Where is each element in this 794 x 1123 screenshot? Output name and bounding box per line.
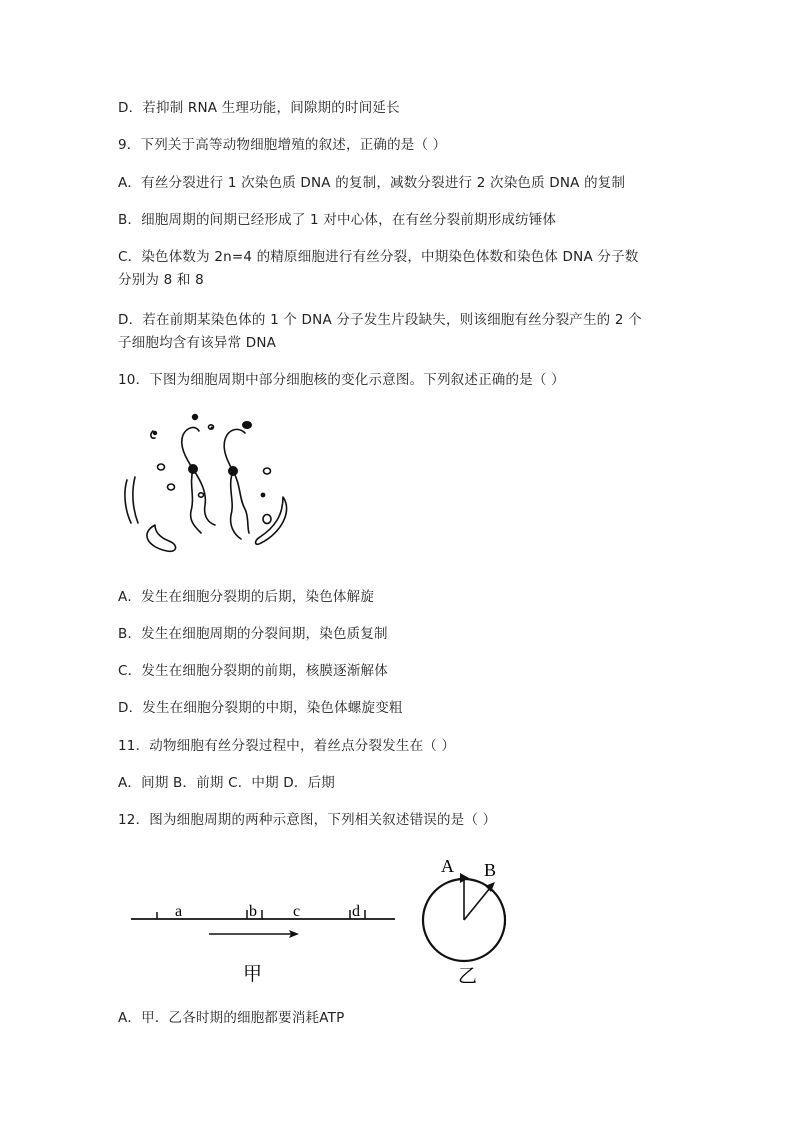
q10-option-a: A．发生在细胞分裂期的后期，染色体解旋 xyxy=(118,589,375,605)
centromere-right xyxy=(228,466,238,476)
granule xyxy=(211,427,214,430)
nuclear-envelope-fragment-left xyxy=(125,480,131,523)
segment-label-d: d xyxy=(352,903,360,920)
caption-yi: 乙 xyxy=(458,966,478,987)
vesicle xyxy=(263,515,271,524)
q10-option-b: B．发生在细胞周期的分裂间期，染色质复制 xyxy=(118,626,388,642)
q9-option-c-line1: C．染色体数为 2n=4 的精原细胞进行有丝分裂，中期染色体数和染色体 DNA 分子数 xyxy=(118,249,639,265)
chromosome-right-chromatid-b xyxy=(231,471,241,539)
segment-label-c: c xyxy=(293,903,301,920)
cell-cycle-diagrams xyxy=(125,850,525,990)
q10-option-c: C．发生在细胞分裂期的前期，核膜逐渐解体 xyxy=(118,663,388,679)
q9-stem: 9．下列关于高等动物细胞增殖的叙述，正确的是（ ） xyxy=(118,137,447,153)
radius-b xyxy=(464,888,490,920)
granule xyxy=(261,493,266,498)
q11-options: A．间期 B．前期 C．中期 D．后期 xyxy=(118,775,335,791)
point-label-a: A xyxy=(441,856,454,876)
vesicle xyxy=(168,484,175,490)
nuclear-envelope-fragment-right xyxy=(133,477,138,523)
chromosome-left-chromatid-a xyxy=(182,428,199,469)
q11-stem: 11．动物细胞有丝分裂过程中，着丝点分裂发生在（ ） xyxy=(118,738,456,754)
cell-cycle-circle-diagram xyxy=(423,856,505,987)
chromosome-right-chromatid-c xyxy=(233,471,249,533)
nuclear-envelope-fragment-bottom xyxy=(147,525,176,551)
point-label-b: B xyxy=(484,860,497,880)
segment-label-b: b xyxy=(249,903,257,920)
vesicle xyxy=(158,464,165,470)
q10-stem: 10．下图为细胞周期中部分细胞核的变化示意图。下列叙述正确的是（ ） xyxy=(118,372,565,388)
granule xyxy=(242,421,252,429)
vesicle xyxy=(264,468,271,474)
granule xyxy=(192,414,198,420)
q9-option-d-line2: 子细胞均含有该异常 DNA xyxy=(118,335,277,351)
q12-stem: 12．图为细胞周期的两种示意图，下列相关叙述错误的是（ ） xyxy=(118,812,497,828)
q12-option-a: A．甲．乙各时期的细胞都要消耗ATP xyxy=(118,1010,345,1026)
q9-option-b: B．细胞周期的间期已经形成了 1 对中心体，在有丝分裂前期形成纺锤体 xyxy=(118,212,557,228)
q10-option-d: D．发生在细胞分裂期的中期，染色体螺旋变粗 xyxy=(118,700,403,716)
segment-label-a: a xyxy=(175,903,183,920)
centromere-left xyxy=(188,464,198,474)
q9-option-a: A．有丝分裂进行 1 次染色质 DNA 的复制，减数分裂进行 2 次染色质 DNA 的复制 xyxy=(118,175,626,191)
chromosome-right-chromatid-a xyxy=(224,429,245,471)
q9-option-c-line2: 分别为 8 和 8 xyxy=(118,272,204,288)
nucleus-diagram xyxy=(115,405,300,565)
granule xyxy=(153,431,157,435)
q9-option-d-line1: D．若在前期某染色体的 1 个 DNA 分子发生片段缺失，则该细胞有丝分裂产生的 2 个 xyxy=(118,312,642,328)
q8-option-d: D．若抑制 RNA 生理功能，间隙期的时间延长 xyxy=(118,100,400,116)
caption-jia: 甲 xyxy=(243,964,263,985)
chromosome-left-chromatid-c xyxy=(193,469,215,525)
vesicle xyxy=(199,493,204,497)
cell-cycle-line-diagram xyxy=(131,903,395,985)
